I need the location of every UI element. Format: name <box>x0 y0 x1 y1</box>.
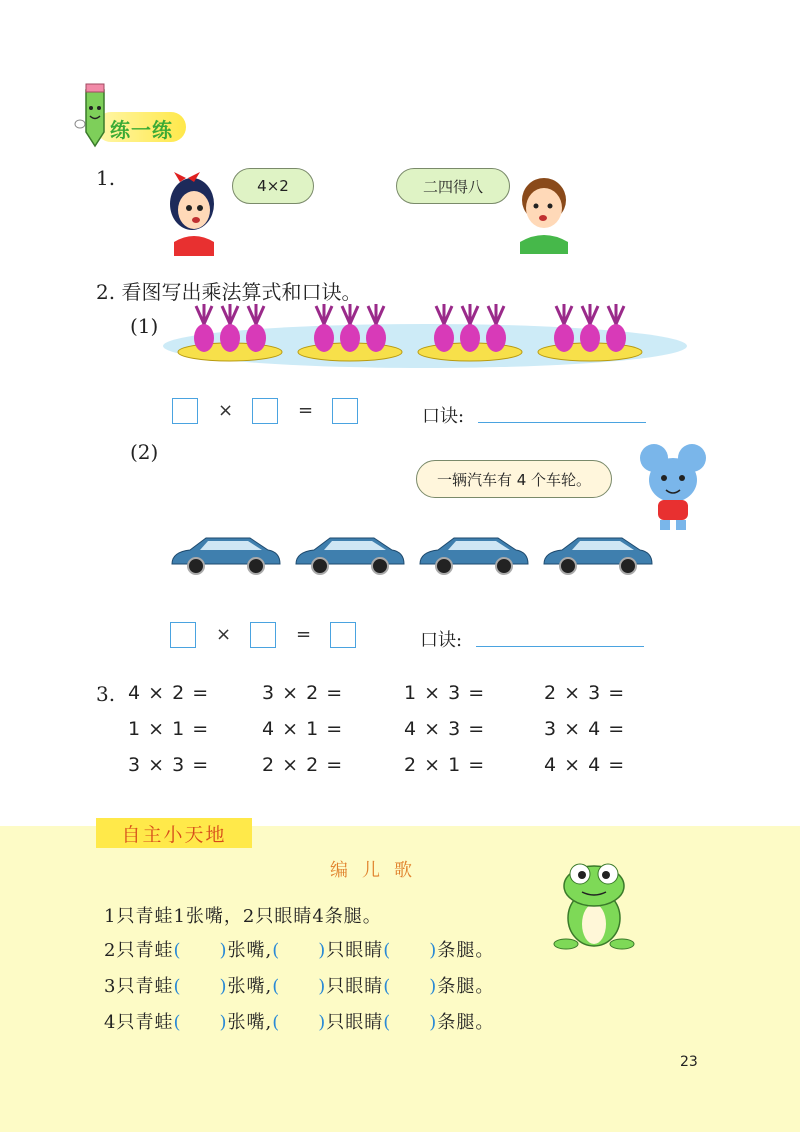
answer-blank[interactable]: ( ) <box>272 940 327 961</box>
calc-item: 2 × 3 = <box>544 682 626 704</box>
song-count: 2 <box>104 940 117 961</box>
mouse-speech-bubble <box>416 460 612 498</box>
car-wheel <box>188 558 204 574</box>
song-text: 张嘴, <box>227 976 273 997</box>
calc-item: 3 × 3 = <box>128 754 210 776</box>
q2-2-equals-sign: = <box>296 624 312 645</box>
calc-item: 3 × 4 = <box>544 718 626 740</box>
car-wheel <box>560 558 576 574</box>
song-text: 只青蛙 <box>116 1012 174 1033</box>
q2-1-factor-box-2[interactable] <box>252 398 278 424</box>
q2-2-factor-box-2[interactable] <box>250 622 276 648</box>
answer-blank[interactable]: ( ) <box>272 976 327 997</box>
radish-leaves <box>608 304 624 324</box>
calc-item: 2 × 2 = <box>262 754 344 776</box>
self-study-tab <box>96 818 252 848</box>
radish-leaves <box>556 304 572 324</box>
radish-plates-illustration <box>160 300 690 372</box>
q1-number: 1. <box>96 166 116 190</box>
song-count: 3 <box>104 976 117 997</box>
q2-2-factor-box-1[interactable] <box>170 622 196 648</box>
song-text: 只眼睛 <box>326 976 384 997</box>
radish-leaves <box>582 304 598 324</box>
song-text: 条腿。 <box>437 940 495 961</box>
q2-1-factor-box-1[interactable] <box>172 398 198 424</box>
q2-1-koujue-label: 口诀: <box>422 406 465 427</box>
mouse-mascot-illustration <box>636 440 714 532</box>
calc-item: 1 × 3 = <box>404 682 486 704</box>
song-fill-line <box>104 972 494 998</box>
q2-2-times-sign: × <box>216 624 232 645</box>
radish-leaves <box>342 304 358 324</box>
song-text: 只眼睛 <box>326 1012 384 1033</box>
radish-leaves <box>222 304 238 324</box>
boy-speech-bubble <box>396 168 510 204</box>
car-wheel <box>620 558 636 574</box>
radish-leaves <box>368 304 384 324</box>
answer-blank[interactable]: ( ) <box>383 976 438 997</box>
song-fill-line <box>104 1008 494 1034</box>
q2-2-product-box[interactable] <box>330 622 356 648</box>
radish <box>246 324 266 352</box>
q2-2-koujue-label: 口诀: <box>420 630 463 651</box>
answer-blank[interactable]: ( ) <box>173 976 228 997</box>
radish <box>606 324 626 352</box>
car-wheel <box>248 558 264 574</box>
song-text: 只青蛙 <box>116 940 174 961</box>
q2-1-equals-sign: = <box>298 400 314 421</box>
song-fill-line <box>104 936 494 962</box>
q2-part2-label: (2) <box>130 440 159 464</box>
self-study-tab-label: 自主小天地 <box>121 823 227 846</box>
radish <box>580 324 600 352</box>
calc-item: 3 × 2 = <box>262 682 344 704</box>
q2-1-product-box[interactable] <box>332 398 358 424</box>
calc-item: 4 × 3 = <box>404 718 486 740</box>
boy-speech-text: 二四得八 <box>422 177 483 196</box>
girl-speech-text: 4×2 <box>257 177 289 195</box>
calc-item: 1 × 1 = <box>128 718 210 740</box>
song-count: 4 <box>104 1012 117 1033</box>
q2-heading: 2. 看图写出乘法算式和口诀。 <box>96 280 362 304</box>
cars-illustration <box>168 530 658 580</box>
answer-blank[interactable]: ( ) <box>173 940 228 961</box>
frog-illustration <box>552 860 636 952</box>
song-text: 条腿。 <box>437 976 495 997</box>
calc-item: 4 × 4 = <box>544 754 626 776</box>
q2-1-times-sign: × <box>218 400 234 421</box>
radish-leaves <box>488 304 504 324</box>
radish <box>314 324 334 352</box>
radish <box>220 324 240 352</box>
girl-illustration <box>156 164 226 256</box>
girl-speech-bubble <box>232 168 314 204</box>
radish <box>194 324 214 352</box>
radish <box>366 324 386 352</box>
answer-blank[interactable]: ( ) <box>173 1012 228 1033</box>
calc-item: 4 × 2 = <box>128 682 210 704</box>
q2-2-koujue-answer-line[interactable] <box>476 646 644 647</box>
practice-badge-label: 练一练 <box>110 118 173 142</box>
song-text: 只眼睛 <box>326 940 384 961</box>
radish-leaves <box>462 304 478 324</box>
car-wheel <box>372 558 388 574</box>
page-number: 23 <box>680 1054 698 1070</box>
q2-part1-label: (1) <box>130 314 159 338</box>
song-text: 条腿。 <box>437 1012 495 1033</box>
q2-1-koujue-answer-line[interactable] <box>478 422 646 423</box>
song-line-1: 1只青蛙1张嘴，2只眼睛4条腿。 <box>104 906 382 927</box>
boy-illustration <box>512 166 576 254</box>
answer-blank[interactable]: ( ) <box>383 940 438 961</box>
radish <box>434 324 454 352</box>
song-text: 只青蛙 <box>116 976 174 997</box>
mouse-speech-text: 一辆汽车有 4 个车轮。 <box>436 470 592 489</box>
calc-item: 4 × 1 = <box>262 718 344 740</box>
q3-number: 3. <box>96 682 116 706</box>
song-text: 张嘴, <box>227 1012 273 1033</box>
radish <box>340 324 360 352</box>
car-wheel <box>312 558 328 574</box>
radish <box>486 324 506 352</box>
song-text: 张嘴, <box>227 940 273 961</box>
radish <box>460 324 480 352</box>
radish-leaves <box>196 304 212 324</box>
radish-leaves <box>436 304 452 324</box>
radish <box>554 324 574 352</box>
answer-blank[interactable]: ( ) <box>272 1012 327 1033</box>
calc-item: 2 × 1 = <box>404 754 486 776</box>
radish-leaves <box>248 304 264 324</box>
car-wheel <box>496 558 512 574</box>
answer-blank[interactable]: ( ) <box>383 1012 438 1033</box>
car-wheel <box>436 558 452 574</box>
radish-leaves <box>316 304 332 324</box>
song-title: 编儿歌 <box>330 860 426 881</box>
